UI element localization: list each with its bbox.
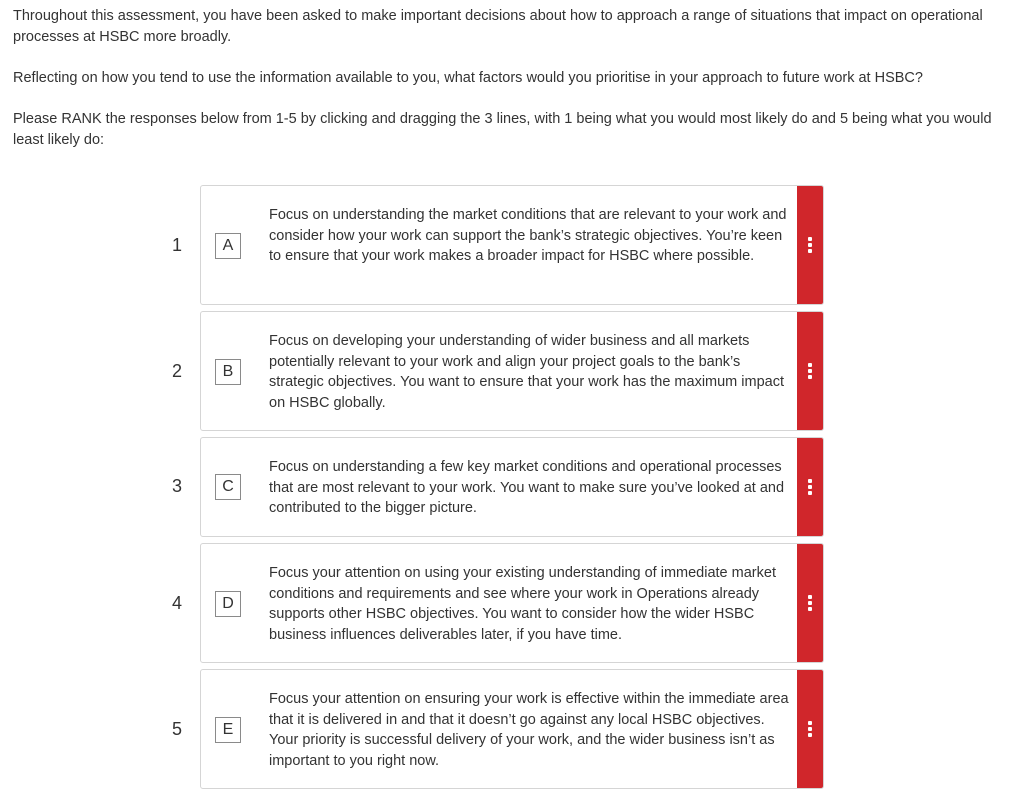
ranking-row — [0, 668, 1024, 790]
option-text: Focus your attention on using your existing understanding of immediate market conditions and requirements and see where your work in Operations already supports other HSBC objectives. You want to consider how the wider HSBC business influences deliverables later, if you have time. — [269, 565, 776, 644]
drag-handle-icon — [808, 479, 812, 495]
option-letter: C — [215, 474, 241, 500]
option-letter: A — [215, 233, 241, 259]
option-card-e[interactable] — [200, 669, 824, 789]
instructions-text: Please RANK the responses below from 1-5 by clicking and dragging the 3 lines, with 1 being what you would most likely do and 5 being what you would least likely do: — [13, 111, 992, 148]
option-card-a[interactable] — [200, 185, 824, 305]
ranking-row — [0, 542, 1024, 664]
drag-handle-icon — [808, 721, 812, 737]
option-text: Focus your attention on ensuring your work is effective within the immediate area that it is delivered in and that it doesn’t go against any local HSBC objectives. Your priority is successful delivery of your work, and the wider business isn’t as important to you right now. — [269, 691, 789, 770]
option-text: Focus on understanding a few key market conditions and operational processes that are most relevant to your work. You want to make sure you’ve looked at and contributed to the bigger picture. — [269, 459, 785, 517]
rank-number: 4 — [171, 593, 182, 613]
intro-paragraph: Throughout this assessment, you have been asked to make important decisions about how to approach a range of situations that impact on operational processes at HSBC more broadly. — [13, 8, 983, 45]
drag-handle[interactable] — [797, 438, 823, 536]
drag-handle-icon — [808, 237, 812, 253]
rank-number: 5 — [171, 719, 182, 739]
ranking-row — [0, 436, 1024, 536]
option-card-b[interactable] — [200, 311, 824, 431]
rank-number: 2 — [171, 361, 182, 381]
drag-handle-icon — [808, 595, 812, 611]
rank-number: 3 — [171, 476, 182, 496]
ranking-list — [0, 184, 1024, 804]
option-letter: B — [215, 359, 241, 385]
option-card-d[interactable] — [200, 543, 824, 663]
drag-handle[interactable] — [797, 186, 823, 304]
option-letter: D — [215, 591, 241, 617]
option-text: Focus on developing your understanding of wider business and all markets potentially relevant to your work and align your project goals to the bank’s strategic objectives. You want to ensure that your work has the maximum impact on HSBC globally. — [269, 333, 784, 412]
question-text: Reflecting on how you tend to use the information available to you, what factors would you prioritise in your approach to future work at HSBC? — [13, 70, 923, 86]
drag-handle[interactable] — [797, 312, 823, 430]
option-text: Focus on understanding the market conditions that are relevant to your work and consider how your work can support the bank’s strategic objectives. You’re keen to ensure that your work makes a broader impact for HSBC where possible. — [269, 207, 787, 265]
ranking-row — [0, 310, 1024, 432]
option-letter: E — [215, 717, 241, 743]
ranking-row — [0, 184, 1024, 306]
drag-handle[interactable] — [797, 670, 823, 788]
drag-handle-icon — [808, 363, 812, 379]
rank-number: 1 — [171, 235, 182, 255]
option-card-c[interactable] — [200, 437, 824, 537]
drag-handle[interactable] — [797, 544, 823, 662]
